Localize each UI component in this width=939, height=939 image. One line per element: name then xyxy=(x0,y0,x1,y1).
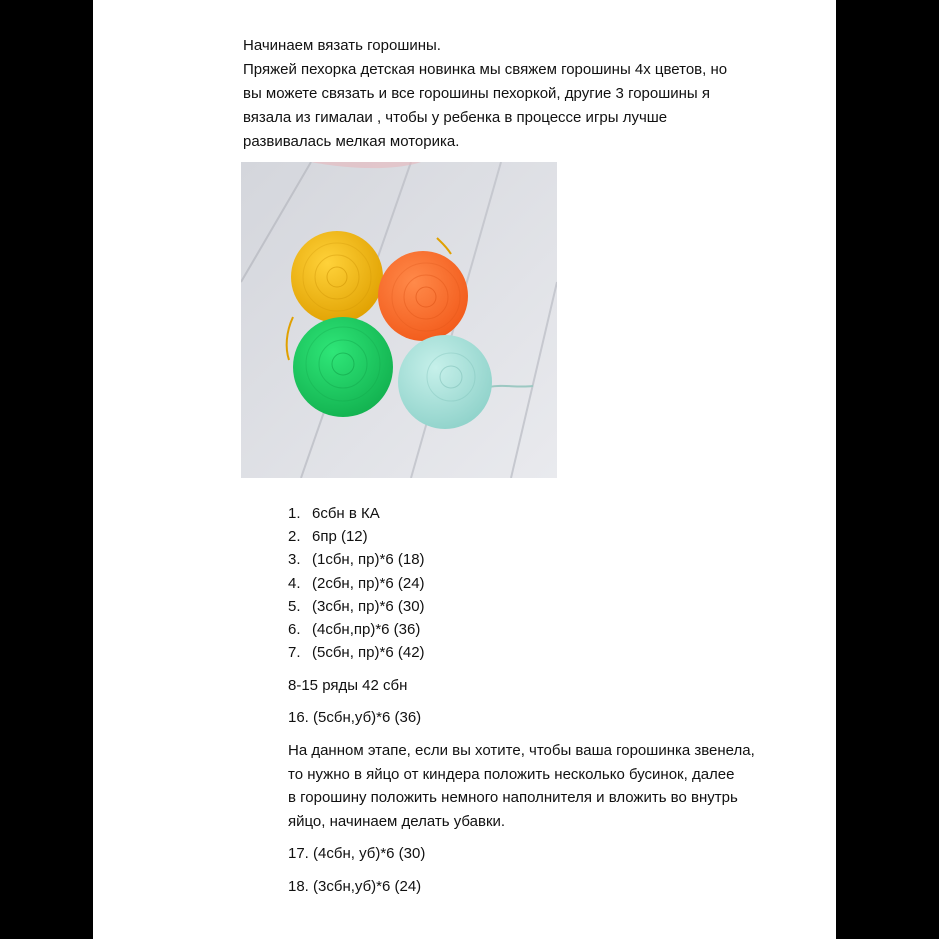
note-line: то нужно в яйцо от киндера положить несколько бусинок, далее xyxy=(288,765,735,783)
green-ball xyxy=(293,317,393,417)
orange-ball xyxy=(378,251,468,341)
list-item xyxy=(288,618,425,641)
note-line: На данном этапе, если вы хотите, чтобы ваша горошинка звенела, xyxy=(288,742,755,759)
list-item xyxy=(288,595,425,618)
list-item xyxy=(288,502,425,525)
list-item-text: 6пр (12) xyxy=(312,528,368,546)
note-line: яйцо, начинаем делать убавки. xyxy=(288,812,506,830)
list-item-number: 6. xyxy=(288,621,301,639)
list-item-text: (2сбн, пр)*6 (24) xyxy=(312,574,425,592)
list-item xyxy=(288,548,425,571)
intro-paragraph xyxy=(243,34,803,154)
row-18: 18. (3сбн,уб)*6 (24) xyxy=(288,878,422,895)
list-item xyxy=(288,572,425,595)
rows-8-15: 8-15 ряды 42 сбн xyxy=(288,677,408,694)
note-paragraph xyxy=(288,739,808,833)
crochet-balls-photo xyxy=(241,162,557,478)
note-line: в горошину положить немного наполнителя и вложить во внутрь xyxy=(288,789,738,806)
intro-line: вы можете связать и все горошины пехоркой, другие 3 горошины я xyxy=(243,85,710,102)
list-item-text: (5сбн, пр)*6 (42) xyxy=(312,644,425,662)
list-item-number: 2. xyxy=(288,528,301,546)
list-item-number: 7. xyxy=(288,644,301,662)
row-17: 17. (4сбн, уб)*6 (30) xyxy=(288,845,426,862)
list-item xyxy=(288,525,425,548)
row-16: 16. (5сбн,уб)*6 (36) xyxy=(288,709,422,726)
list-item-text: (1сбн, пр)*6 (18) xyxy=(312,551,425,569)
list-item-number: 3. xyxy=(288,551,301,569)
list-item-number: 4. xyxy=(288,574,301,592)
yellow-ball xyxy=(291,231,383,323)
list-item-number: 5. xyxy=(288,597,301,615)
intro-line: вязала из гималаи , чтобы у ребенка в процессе игры лучше xyxy=(243,109,668,126)
intro-line: развивалась мелкая моторика. xyxy=(243,133,460,150)
document-page xyxy=(93,0,836,939)
list-item-text: (3сбн, пр)*6 (30) xyxy=(312,597,425,615)
instruction-list xyxy=(288,502,425,664)
mint-ball xyxy=(398,335,492,429)
intro-line: Пряжей пехорка детская новинка мы свяжем горошины 4х цветов, но xyxy=(243,61,728,78)
list-item xyxy=(288,641,425,664)
list-item-text: (4сбн,пр)*6 (36) xyxy=(312,621,421,639)
intro-title: Начинаем вязать горошины. xyxy=(243,37,441,54)
photo-illustration xyxy=(241,162,557,478)
list-item-text: 6сбн в КА xyxy=(312,505,380,522)
list-item-number: 1. xyxy=(288,505,301,522)
